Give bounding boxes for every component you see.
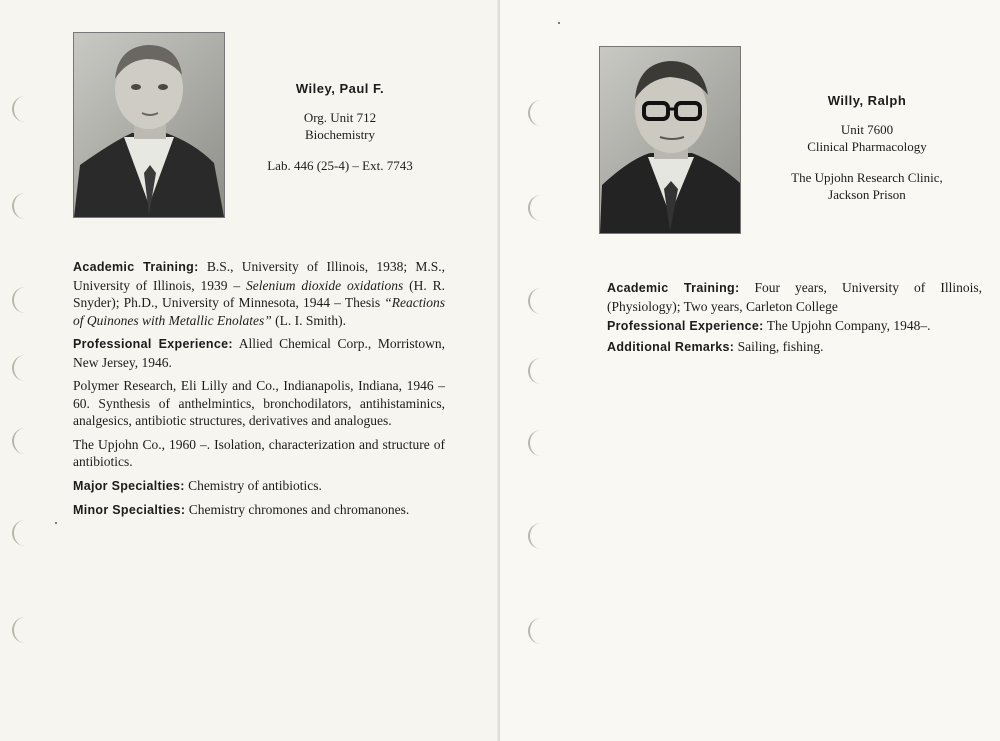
binder-hole	[528, 358, 554, 384]
right-page	[500, 0, 1000, 741]
professional-experience-text: Allied Chemical Corp., Morristown, New Jersey, 1946.	[73, 336, 445, 370]
minor-specialties	[73, 501, 445, 520]
left-profile-body	[73, 258, 445, 526]
professional-experience	[607, 317, 982, 336]
org-unit: Unit 7600	[840, 122, 894, 137]
binder-hole	[528, 430, 554, 456]
major-specialties-label: Major Specialties:	[73, 478, 185, 493]
academic-training	[73, 258, 445, 329]
binder-hole	[12, 617, 38, 643]
thesis-title-phd: “Reactions of Quinones with Metallic Enolates”	[73, 295, 445, 328]
major-specialties-text: Chemistry of antibiotics.	[188, 477, 322, 493]
binder-hole	[12, 355, 38, 381]
binder-hole	[12, 96, 38, 122]
academic-training	[607, 279, 982, 315]
binder-hole	[528, 523, 554, 549]
right-profile-body	[607, 279, 982, 362]
portrait-silhouette	[74, 33, 224, 217]
binder-hole	[528, 288, 554, 314]
location-line: The Upjohn Research Clinic,	[791, 170, 943, 185]
org-unit: Org. Unit 712	[303, 110, 377, 125]
department: Biochemistry	[304, 127, 376, 142]
additional-remarks-text: Sailing, fishing.	[737, 338, 824, 354]
employee-name: Wiley, Paul F.	[295, 81, 385, 96]
location-line: Jackson Prison	[828, 187, 906, 202]
lab-extension: Lab. 446 (25-4) – Ext. 7743	[267, 158, 413, 173]
additional-remarks-label: Additional Remarks:	[607, 339, 735, 354]
paper-speck	[55, 522, 57, 524]
academic-training-text: (L. I. Smith).	[271, 312, 346, 328]
binder-hole	[12, 520, 38, 546]
professional-experience-label: Professional Experience:	[73, 337, 233, 351]
experience-polymer-research: Polymer Research, Eli Lilly and Co., Indianapolis, Indiana, 1946 – 60. Synthesis of anthelmintics, bronchodilators, antihistaminics, analgesics, antibiotic structures, derivatives and analogues.	[73, 378, 445, 428]
major-specialties	[73, 477, 445, 496]
department: Clinical Pharmacology	[807, 139, 927, 154]
employee-name: Willy, Ralph	[827, 93, 907, 108]
binder-hole	[528, 618, 554, 644]
portrait-photo	[599, 46, 741, 234]
thesis-title-ms: Selenium dioxide oxidations	[246, 277, 404, 293]
binder-hole	[12, 428, 38, 454]
experience-upjohn: The Upjohn Co., 1960 –. Isolation, characterization and structure of antibiotics.	[73, 436, 445, 469]
binder-hole	[528, 195, 554, 221]
additional-remarks	[607, 338, 982, 357]
academic-training-text: B.S., University of Illinois, 1938; M.S., University of Illinois, 1939 –	[73, 259, 446, 293]
left-header-info	[240, 80, 440, 174]
professional-experience	[73, 335, 445, 371]
academic-training-label: Academic Training:	[73, 260, 199, 274]
binder-hole	[12, 193, 38, 219]
academic-training-text: Four years, University of Illinois, (Physiology); Two years, Carleton College	[607, 280, 982, 314]
academic-training-text: (H. R. Snyder); Ph.D., University of Minnesota, 1944 – Thesis	[73, 277, 446, 310]
professional-experience-text: The Upjohn Company, 1948–.	[766, 318, 931, 333]
minor-specialties-text: Chemistry chromones and chromanones.	[188, 502, 410, 517]
portrait-silhouette	[600, 47, 740, 233]
academic-training-label: Academic Training:	[607, 281, 740, 295]
portrait-photo	[73, 32, 225, 218]
minor-specialties-label: Minor Specialties:	[73, 503, 186, 517]
paper-speck	[558, 22, 560, 24]
professional-experience-label: Professional Experience:	[607, 319, 764, 333]
binder-hole	[12, 287, 38, 313]
binder-hole	[528, 100, 554, 126]
right-header-info	[752, 92, 982, 203]
